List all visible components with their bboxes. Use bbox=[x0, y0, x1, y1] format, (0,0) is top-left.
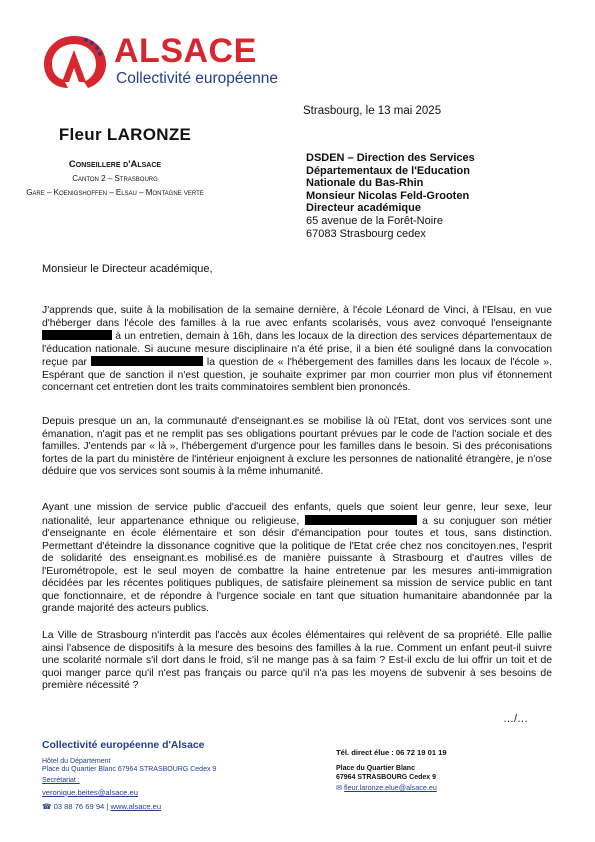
footer-address-line: Place du Quartier Blanc 67964 STRASBOURG Cedex 9 bbox=[42, 766, 217, 773]
recipient-title: Directeur académique bbox=[306, 202, 421, 215]
paragraph-text: a su conjuguer son métier d'enseignante en école élémentaire et son désir d'émancipation pour toutes et tous, sans distinction. Permettant d'éteindre la dissonance cognitive que la politique de l'Etat crée chez nos concitoyen.nes, l'esprit de solidarité des enseignant.es mobilisé.es de manière puissante à Strasbourg et d'autres villes de l'Eurométropole, est le seul moyen de combattre la haine entretenue par les mesures anti-immigration décidées par les récentes politiques publiques, de satisfaire pleinement sa mission de service public en tant que fonctionnaire, et de répondre à l'urgence sociale en tant que situation humanitaire abandonnée par la grande majorité des acteurs publics. bbox=[42, 515, 552, 614]
body-paragraph-2: Depuis presque un an, la communauté d'enseignant.es se mobilise là où l'Etat, dont vos services sont une émanation, n'agit pas et ne remplit pas ses obligations pourtant prévues par le code de l'action sociale et des familles. J'entends par « là », l'hébergement d'urgence pour les familles dans le besoin. Si des préconisations fortes de la part du ministère de l'intérieur enjoignent à exclure les personnes de nationalité étrangère, je n'ose déduire que vos services sont soumis à la même inhumanité. bbox=[42, 416, 552, 477]
body-paragraph-3 bbox=[42, 502, 552, 616]
recipient-address bbox=[306, 152, 475, 240]
footer-address-line: Hôtel du Département bbox=[42, 758, 111, 765]
footer-website-link[interactable]: www.alsace.eu bbox=[110, 802, 162, 811]
redaction-box bbox=[42, 330, 112, 340]
paragraph-text: Ayant une mission de service public d'accueil des enfants, quels que soient leur genre, leur sexe, leur nationalité, leur appartenance ethnique ou religieuse, bbox=[42, 502, 552, 527]
logo-tagline: Collectivité européenne bbox=[116, 70, 278, 87]
redaction-box bbox=[305, 515, 417, 525]
recipient-line: Nationale du Bas-Rhin bbox=[306, 177, 424, 190]
footer-secretariat-email-link[interactable]: veronique.beites@alsace.eu bbox=[42, 788, 138, 797]
footer-direct-phone: Tél. direct élue : 06 72 19 01 19 bbox=[336, 748, 447, 757]
redaction-box bbox=[91, 356, 203, 366]
logo-wordmark: ALSACE bbox=[114, 32, 257, 70]
body-paragraph-1 bbox=[42, 305, 552, 395]
paragraph-text: J'apprends que, suite à la mobilisation de la semaine dernière, à l'école Léonard de Vinci, à l'Elsau, en vue d'héberger dans l'école des familles à la rue avec enfants scolarisés, vous avez convoqué l'enseignante bbox=[42, 305, 552, 329]
footer-secretariat-label: Secrétariat : bbox=[42, 777, 80, 784]
continued-marker: …/… bbox=[503, 713, 529, 725]
footer-elue-email-link[interactable]: fleur.laronze.elue@alsace.eu bbox=[344, 783, 437, 792]
footer-phone: 03 88 76 69 94 bbox=[53, 802, 105, 811]
footer-separator: | bbox=[104, 802, 111, 811]
alsace-logo-mark-icon bbox=[40, 30, 112, 92]
footer-title: Collectivité européenne d'Alsace bbox=[42, 740, 205, 751]
letter-date: Strasbourg, le 13 mai 2025 bbox=[303, 105, 442, 117]
recipient-street: 65 avenue de la Forêt-Noire bbox=[306, 214, 443, 227]
sender-role: Conseillere d'Alsace bbox=[68, 159, 162, 170]
recipient-name: Monsieur Nicolas Feld-Grooten bbox=[306, 189, 470, 202]
footer-right-email bbox=[336, 783, 437, 792]
phone-icon: ☎ bbox=[42, 802, 52, 811]
recipient-city: 67083 Strasbourg cedex bbox=[306, 227, 426, 240]
alsace-logo bbox=[40, 30, 278, 92]
mail-icon: ✉ bbox=[336, 783, 343, 792]
body-paragraph-4: La Ville de Strasbourg n'interdit pas l'accès aux écoles élémentaires qui relèvent de sa propriété. Elle pallie ainsi l'absence de dispositifs à la mesure des besoins des familles à la rue. Comment un enfant peut-il suivre une scolarité normale s'il dort dans le froid, s'il ne mange pas à sa faim ? Est-il exclu de lui offrir un toit et de quoi manger parce qu'il n'est pas français ou parce qu'il n'a pas les moyens de subvenir à ses besoins de première nécessité ? bbox=[42, 630, 552, 691]
salutation: Monsieur le Directeur académique, bbox=[42, 263, 213, 275]
sender-area: Gare – Koenigshoffen – Elsau – Montagne verte bbox=[26, 188, 204, 197]
recipient-line: Départementaux de l'Education bbox=[306, 164, 470, 177]
footer-right-address-line: Place du Quartier Blanc bbox=[336, 765, 415, 772]
paragraph-text: à un entretien, demain à 16h, dans les locaux de la direction des services départementaux de l'éducation nationale. Si aucune mesure disciplinaire n'a été prise, il a bien été souligné dans la convocation reçue par bbox=[42, 331, 552, 368]
paragraph-text: la question de « l'hébergement des familles dans les locaux de l'école ». Espérant que de sanction il n'est question, je souhaite exprimer par mon courrier mon plus vif étonnement concernant cet entretien dont les traits comminatoires semblent bien prononcés. bbox=[42, 357, 552, 393]
footer-contact-line bbox=[42, 802, 161, 811]
sender-canton: Canton 2 – Strasbourg bbox=[72, 174, 158, 183]
recipient-line: DSDEN – Direction des Services bbox=[306, 152, 475, 164]
sender-name: Fleur LARONZE bbox=[58, 125, 192, 144]
footer-right-address-line: 67964 STRASBOURG Cedex 9 bbox=[336, 774, 436, 781]
